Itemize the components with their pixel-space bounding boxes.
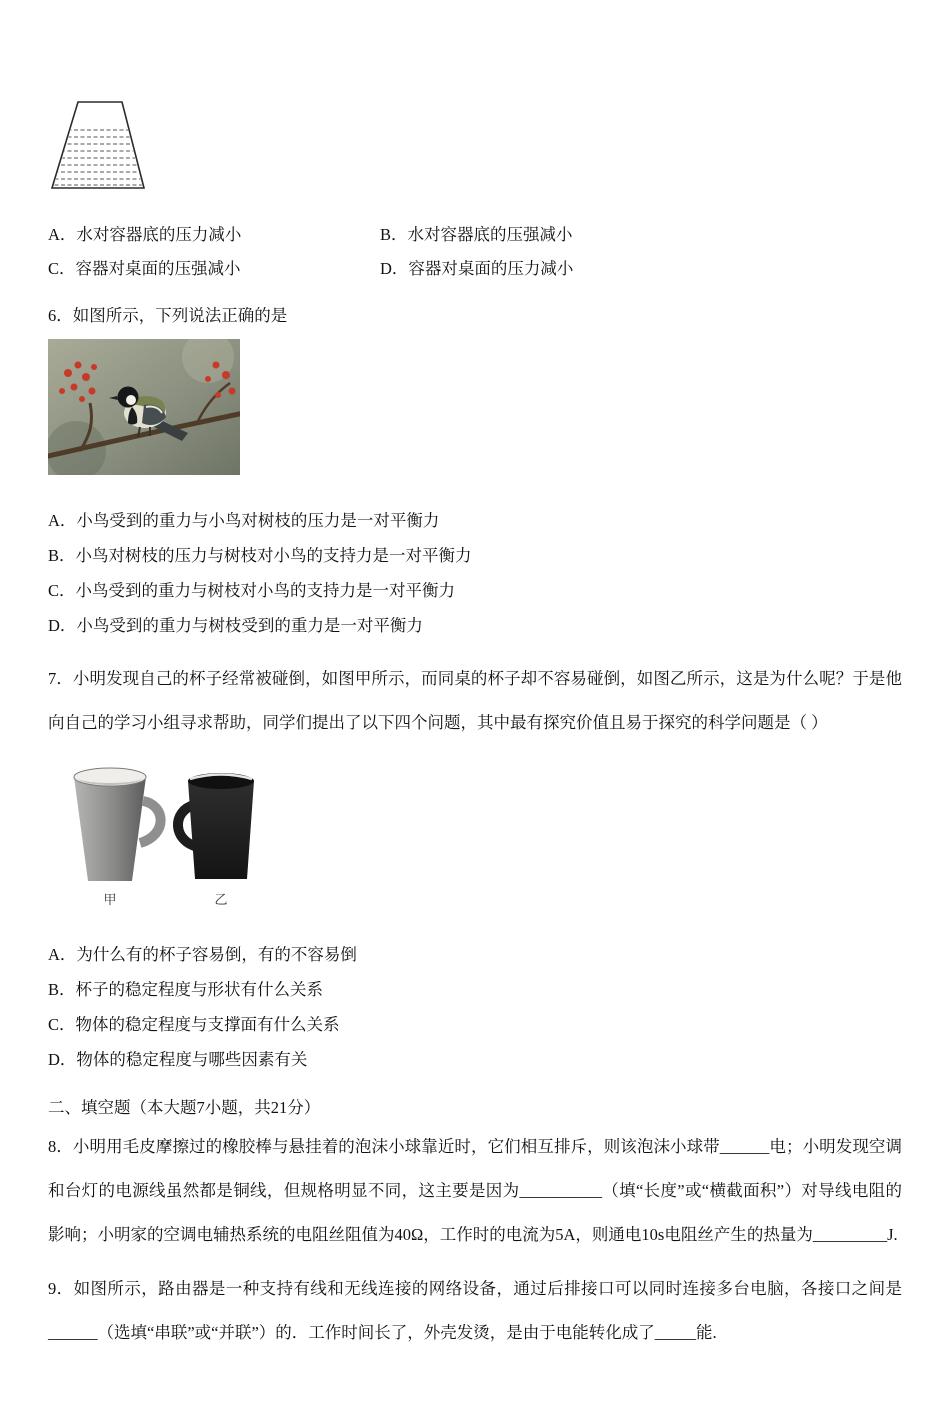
option-5b: B．水对容器底的压强减小	[380, 225, 573, 244]
question-8-text: 8．小明用毛皮摩擦过的橡胶棒与悬挂着的泡沫小球靠近时，它们相互排斥，则该泡沫小球带______电；小明发现空调和台灯的电源线虽然都是铜线，但规格明显不同，这主要是因为__________（填“长度”或“横截面积”）对导线电阻的影响；小明家的空调电辅热系统的电阻丝阻值为40Ω，工作时的电流为5A，则通电10s电阻丝产生的热量为_________J.	[48, 1137, 902, 1244]
option-7c: C．物体的稳定程度与支撑面有什么关系	[48, 1015, 340, 1034]
option-7d: D．物体的稳定程度与哪些因素有关	[48, 1050, 308, 1069]
container-figure	[48, 98, 902, 198]
option-6a: A．小鸟受到的重力与小鸟对树枝的压力是一对平衡力	[48, 511, 440, 530]
question-5-options	[48, 224, 902, 279]
section-2-title: 二、填空题（本大题7小题，共21分）	[48, 1098, 321, 1117]
two-cups-image	[48, 759, 278, 909]
question-7-stem: 7．小明发现自己的杯子经常被碰倒，如图甲所示，而同桌的杯子却不容易碰倒，如图乙所示，这是为什么呢？于是他向自己的学习小组寻求帮助，同学们提出了以下四个问题，其中最有探究价值且易于探究的科学问题是（ ）	[48, 669, 902, 732]
cup-left	[74, 768, 161, 881]
option-6d: D．小鸟受到的重力与树枝受到的重力是一对平衡力	[48, 616, 423, 635]
cup-right	[178, 773, 254, 879]
bird-on-branch-image	[48, 339, 240, 475]
option-6c: C．小鸟受到的重力与树枝对小鸟的支持力是一对平衡力	[48, 581, 456, 600]
question-7-options	[48, 937, 902, 1077]
question-6-options	[48, 503, 902, 643]
water-container-diagram	[48, 98, 148, 193]
bird-photo	[48, 339, 902, 475]
option-6b: B．小鸟对树枝的压力与树枝对小鸟的支持力是一对平衡力	[48, 546, 472, 565]
option-7b: B．杯子的稳定程度与形状有什么关系	[48, 980, 324, 999]
option-7a: A．为什么有的杯子容易倒，有的不容易倒	[48, 945, 357, 964]
cup-left-label: 甲	[103, 892, 117, 907]
question-9-text: 9．如图所示，路由器是一种支持有线和无线连接的网络设备，通过后排接口可以同时连接多台电脑，各接口之间是______（选填“串联”或“并联”）的．工作时间长了，外壳发烫，是由于电能转化成了_____能.	[48, 1279, 902, 1342]
cup-right-label: 乙	[214, 892, 228, 907]
option-5d: D．容器对桌面的压力减小	[380, 259, 574, 278]
option-5c: C．容器对桌面的压强减小	[48, 259, 241, 278]
option-5a: A．水对容器底的压力减小	[48, 225, 242, 244]
cups-photo	[48, 759, 902, 909]
question-6-stem: 6．如图所示，下列说法正确的是	[48, 306, 288, 325]
